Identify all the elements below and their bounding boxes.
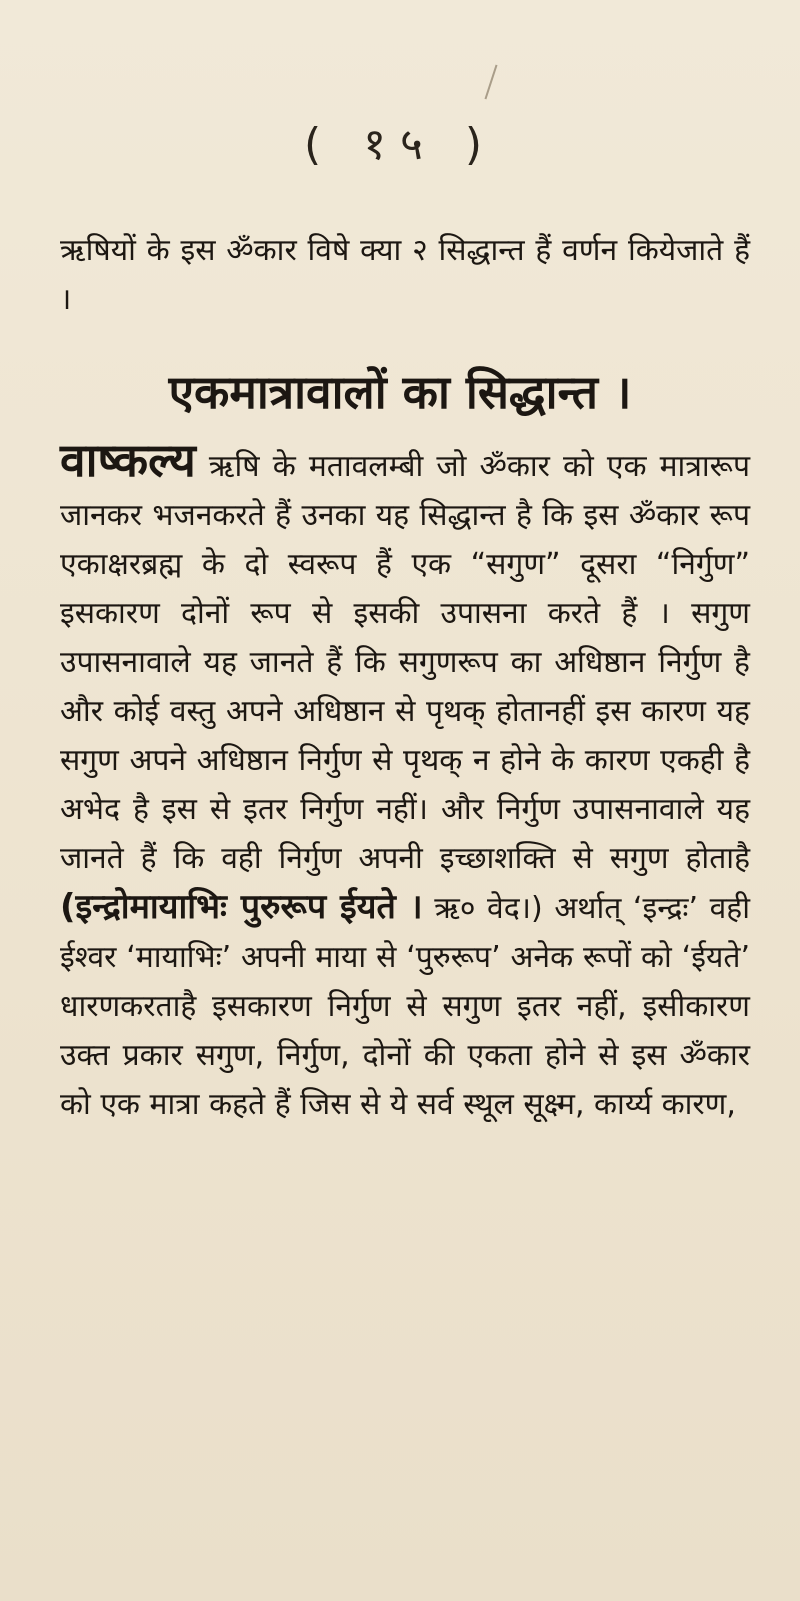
lead-word: वाष्कल्य bbox=[60, 433, 196, 487]
intro-text: ऋषियों के इस ॐकार विषे क्या २ सिद्धान्त हैं वर्णन कियेजाते हैं । bbox=[60, 233, 750, 317]
vedic-quote: (इन्द्रोमायाभिः पुरुरूप ईयते । bbox=[60, 887, 423, 927]
main-paragraph bbox=[60, 433, 750, 1129]
paragraph-text-part1: ऋषि के मतावलम्बी जो ॐकार को एक मात्रारूप जानकर भजनकरते हैं उनका यह सिद्धान्त है कि इस ॐकार रूप एकाक्षरब्रह्म के दो स्वरूप हैं एक “सगुण” दूसरा “निर्गुण” इसकारण दोनों रूप से इसकी उपासना करते हैं । सगुण उपासनावाले यह जानते हैं कि सगुणरूप का अधिष्ठान निर्गुण है और कोई वस्तु अपने अधिष्ठान से पृथक् होतानहीं इस कारण यह सगुण अपने अधिष्ठान निर्गुण से पृथक् न होने के कारण एकही है अभेद है इस से इतर निर्गुण नहीं। और निर्गुण उपासनावाले यह जानते हैं कि वही निर्गुण अपनी इच्छाशक्ति से सगुण होताहै bbox=[60, 449, 750, 876]
stray-pen-mark bbox=[484, 65, 497, 100]
page-number: ( १५ ) bbox=[303, 119, 497, 170]
section-heading: एकमात्रावालों का सिद्धान्त । bbox=[168, 365, 632, 419]
intro-paragraph bbox=[60, 226, 750, 324]
paragraph-text-part2: ऋ० वेद।) अर्थात् ‘इन्द्रः’ वही ईश्वर ‘मायाभिः’ अपनी माया से ‘पुरुरूप’ अनेक रूपों को ‘ईयते’ धारणकरताहै इसकारण निर्गुण से सगुण इतर नहीं, इसीकारण उक्त प्रकार सगुण, निर्गुण, दोनों की एकता होने से इस ॐकार को एक मात्रा कहते हैं जिस से ये सर्व स्थूल सूक्ष्म, कार्य्य कारण, bbox=[60, 891, 750, 1122]
